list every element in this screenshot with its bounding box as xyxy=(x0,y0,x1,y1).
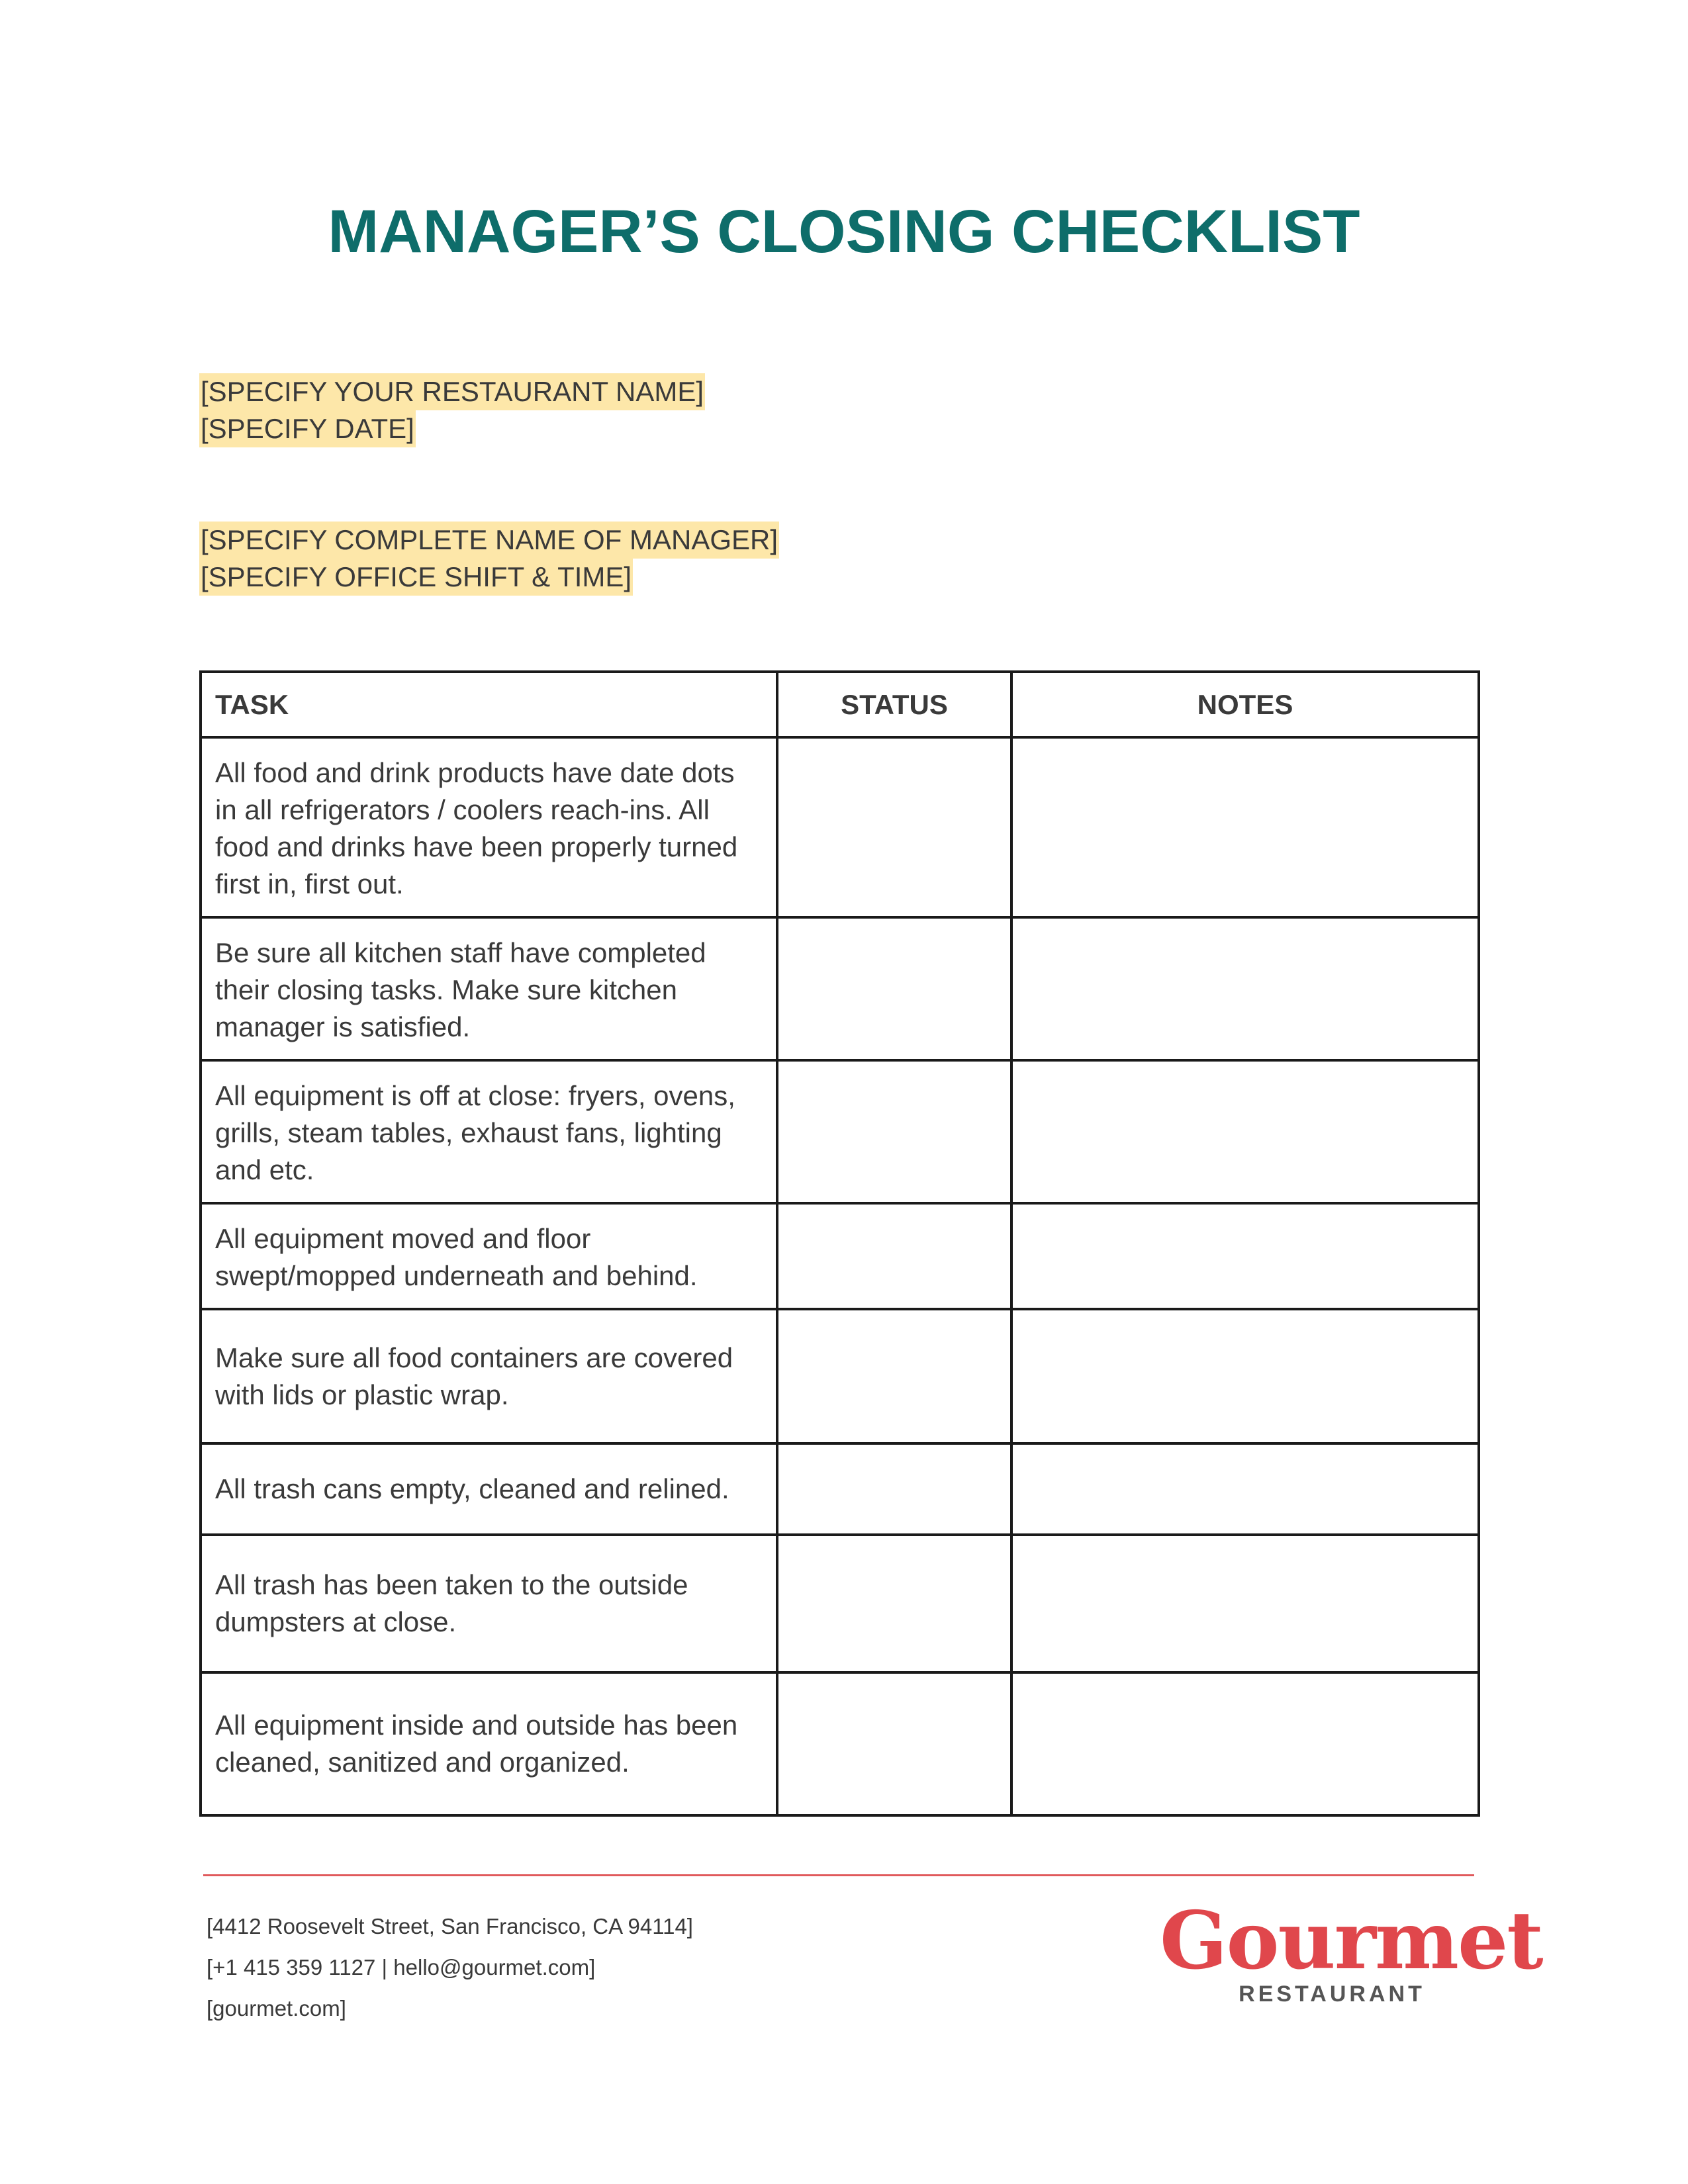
notes-cell[interactable] xyxy=(1011,917,1479,1060)
table-row xyxy=(201,1672,1479,1815)
task-cell: All trash cans empty, cleaned and relined. xyxy=(201,1443,777,1535)
manager-name-placeholder[interactable]: [SPECIFY COMPLETE NAME OF MANAGER] xyxy=(199,522,779,559)
notes-cell[interactable] xyxy=(1011,1535,1479,1672)
status-cell[interactable] xyxy=(777,1535,1011,1672)
restaurant-info-block xyxy=(199,373,705,447)
status-cell[interactable] xyxy=(777,1309,1011,1443)
column-header-status: STATUS xyxy=(777,672,1011,737)
table-row xyxy=(201,1309,1479,1443)
footer-website: [gourmet.com] xyxy=(207,1996,346,2021)
task-cell: Be sure all kitchen staff have completed their closing tasks. Make sure kitchen manager is satisfied. xyxy=(201,917,777,1060)
task-cell: All trash has been taken to the outside dumpsters at close. xyxy=(201,1535,777,1672)
task-cell: All food and drink products have date dots in all refrigerators / coolers reach-ins. All food and drinks have been properly turned first in, first out. xyxy=(201,737,777,917)
notes-cell[interactable] xyxy=(1011,1309,1479,1443)
status-cell[interactable] xyxy=(777,737,1011,917)
logo-wordmark: Gourmet xyxy=(1160,1894,1542,1987)
notes-cell[interactable] xyxy=(1011,1203,1479,1309)
table-row xyxy=(201,1060,1479,1203)
shift-time-placeholder[interactable]: [SPECIFY OFFICE SHIFT & TIME] xyxy=(199,559,633,596)
gourmet-logo xyxy=(1160,1894,1542,2007)
page-title: MANAGER’S CLOSING CHECKLIST xyxy=(328,198,1360,265)
column-header-notes: NOTES xyxy=(1011,672,1479,737)
table-row xyxy=(201,1203,1479,1309)
notes-cell[interactable] xyxy=(1011,1672,1479,1815)
task-cell: All equipment is off at close: fryers, ovens, grills, steam tables, exhaust fans, lighting and etc. xyxy=(201,1060,777,1203)
table-row xyxy=(201,1443,1479,1535)
table-row xyxy=(201,917,1479,1060)
footer-divider xyxy=(203,1874,1474,1876)
status-cell[interactable] xyxy=(777,1443,1011,1535)
status-cell[interactable] xyxy=(777,917,1011,1060)
task-cell: All equipment inside and outside has been cleaned, sanitized and organized. xyxy=(201,1672,777,1815)
column-header-task: TASK xyxy=(201,672,777,737)
notes-cell[interactable] xyxy=(1011,1060,1479,1203)
table-header-row xyxy=(201,672,1479,737)
checklist-table xyxy=(199,670,1480,1817)
status-cell[interactable] xyxy=(777,1060,1011,1203)
notes-cell[interactable] xyxy=(1011,737,1479,917)
date-placeholder[interactable]: [SPECIFY DATE] xyxy=(199,410,416,447)
footer-phone-email: [+1 415 359 1127 | hello@gourmet.com] xyxy=(207,1955,596,1979)
manager-info-block xyxy=(199,522,779,596)
footer-address: [4412 Roosevelt Street, San Francisco, CA 94114] xyxy=(207,1914,693,1938)
status-cell[interactable] xyxy=(777,1672,1011,1815)
status-cell[interactable] xyxy=(777,1203,1011,1309)
logo-subtitle: RESTAURANT xyxy=(1239,1981,1425,2007)
task-cell: Make sure all food containers are covered with lids or plastic wrap. xyxy=(201,1309,777,1443)
table-row xyxy=(201,1535,1479,1672)
restaurant-name-placeholder[interactable]: [SPECIFY YOUR RESTAURANT NAME] xyxy=(199,373,705,410)
notes-cell[interactable] xyxy=(1011,1443,1479,1535)
task-cell: All equipment moved and floor swept/mopped underneath and behind. xyxy=(201,1203,777,1309)
table-row xyxy=(201,737,1479,917)
footer-contact xyxy=(207,1906,693,2029)
